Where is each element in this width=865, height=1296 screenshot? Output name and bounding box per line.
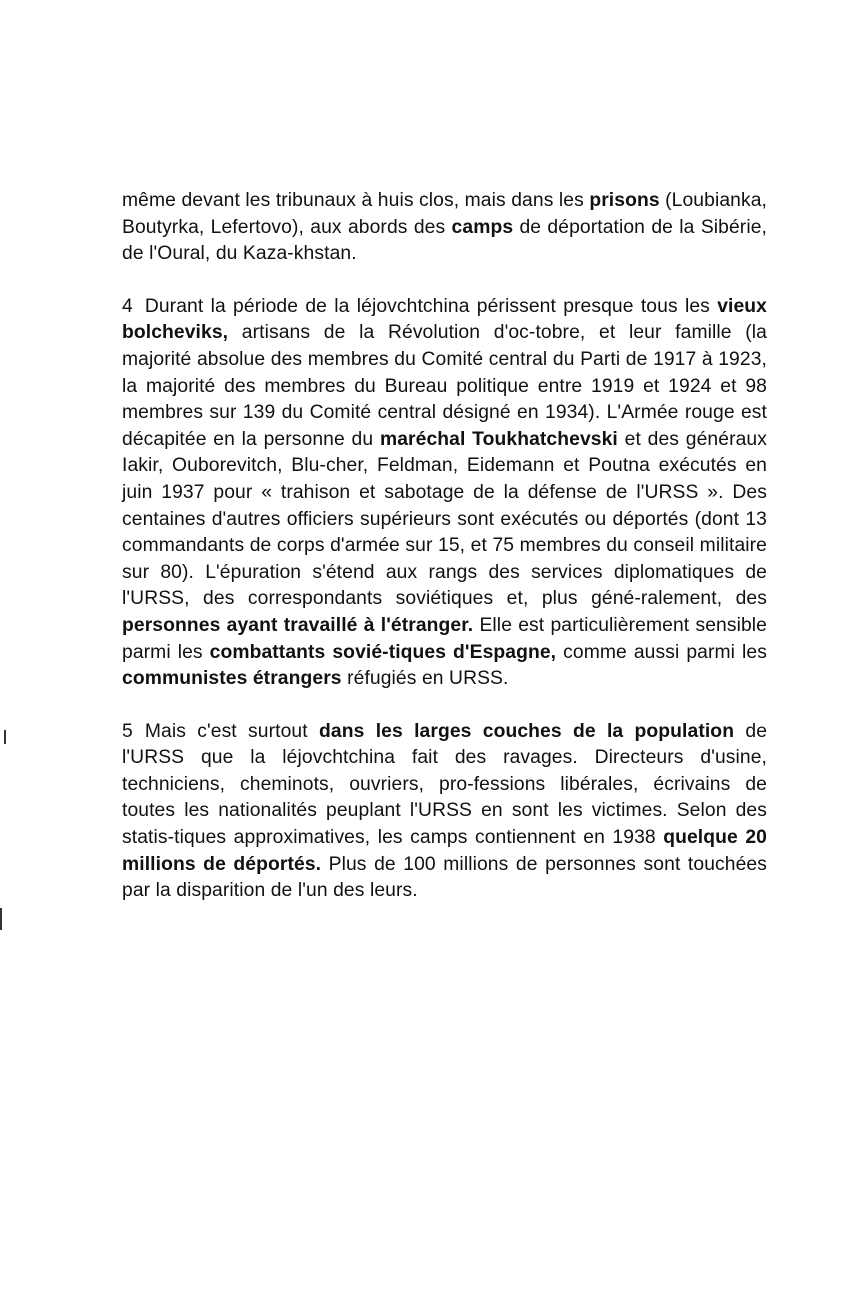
text-run: même devant les tribunaux à huis clos, mais dans les <box>122 190 590 211</box>
text-run: Mais c'est surtout <box>144 720 319 742</box>
text-run: Durant la période de la léjovchtchina périssent presque tous les <box>144 295 718 317</box>
paragraph-number: 4 <box>122 295 133 317</box>
bold-term: combattants sovié-tiques d'Espagne, <box>209 641 557 663</box>
text-run: de déportation de la Sibérie, de l'Oural, du Kaza-khstan. <box>122 216 767 265</box>
bold-term: vieux bolcheviks, <box>122 295 767 344</box>
scan-mark <box>0 908 2 930</box>
text-run: réfugiés en URSS. <box>341 668 509 690</box>
text-run: (Loubianka, Boutyrka, Lefertovo), aux abords des <box>122 190 768 238</box>
text-run: artisans de la Révolution d'oc-tobre, et leur famille (la majorité absolue des membres du Comité central du Parti de 1917 à 1923, la majorité des membres du Bureau politique entre 1919 et 1924 et 98 membres sur 139 du Comité central désigné en 1934). L'Armée rouge est décapitée en la personne du <box>122 322 767 450</box>
bold-term: communistes étrangers <box>122 668 342 690</box>
bold-term: personnes ayant travaillé à l'étranger. <box>122 614 474 636</box>
text-run: de l'URSS que la léjovchtchina fait des ravages. Directeurs d'usine, techniciens, cheminots, ouvriers, pro-fessions libérales, écrivains de toutes les nationalités peuplant l'URSS en sont les victimes. Selon des statis-tiques approximatives, les camps contiennent en 1938 <box>122 720 768 849</box>
bold-term: prisons <box>589 190 660 211</box>
bold-term: dans les larges couches de la population <box>319 720 735 742</box>
document-body <box>122 188 767 931</box>
paragraph-continuation <box>122 188 767 268</box>
scan-mark <box>4 730 6 744</box>
text-run: comme aussi parmi les <box>556 641 767 663</box>
paragraph-5 <box>122 719 767 905</box>
bold-term: quelque 20 millions de déportés. <box>122 827 767 875</box>
bold-term: camps <box>451 216 514 238</box>
text-run: Plus de 100 millions de personnes sont touchées par la disparition de l'un des leurs. <box>122 853 767 902</box>
text-run: et des généraux Iakir, Ouborevitch, Blu-cher, Feldman, Eidemann et Poutna exécutés en juin 1937 pour « trahison et sabotage de la défense de l'URSS ». Des centaines d'autres officiers supérieurs sont exécutés ou déportés (dont 13 commandants de corps d'armée sur 15, et 75 membres du conseil militaire sur 80). L'épuration s'étend aux rangs des services diplomatiques de l'URSS, des correspondants soviétiques et, plus géné-ralement, des <box>122 428 767 610</box>
paragraph-4 <box>122 294 767 693</box>
paragraph-number: 5 <box>122 720 133 742</box>
text-run: Elle est particulièrement sensible parmi les <box>122 614 767 663</box>
bold-term: maréchal Toukhatchevski <box>379 428 618 450</box>
